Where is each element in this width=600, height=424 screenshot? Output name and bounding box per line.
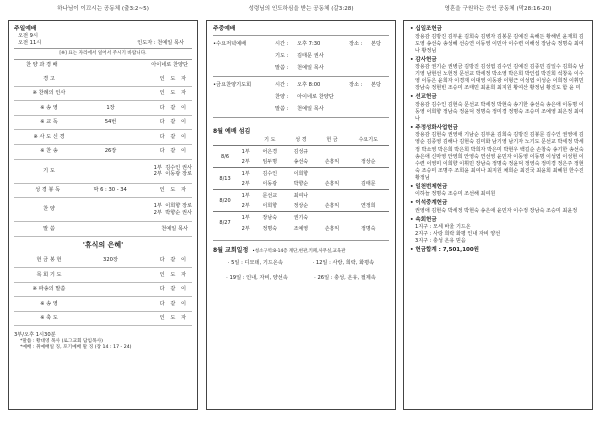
duty-date: 8/20 bbox=[213, 190, 237, 212]
after-row bbox=[14, 253, 192, 268]
offering-group-title: • 일천번제헌금 bbox=[410, 183, 448, 190]
offering-group-title: • 헌금합계 : 7,501,100원 bbox=[410, 247, 479, 254]
sermon-person: 천예일 목사 bbox=[161, 225, 188, 232]
order-person: 다 같 이 bbox=[159, 148, 188, 155]
order-person: 인 도 자 bbox=[159, 90, 188, 97]
offering-names: 장용감 김수인 김현숙 문선교 박세정 박현숙 송기한 송선숙 송은애 이동명 이동영 이희향 정남숙 정윤덕 정명숙 정미경 정명숙 조승미 조예영 최은정 최여나 bbox=[415, 101, 584, 122]
duty-cell: 정상순 bbox=[361, 159, 376, 166]
order-name: 헌 금 봉 헌 bbox=[36, 257, 62, 264]
duty-cell: 손흥익 bbox=[324, 225, 340, 232]
duty-cell: 연정희 bbox=[361, 203, 376, 210]
time-label: 시간 : bbox=[275, 40, 289, 47]
offering-names: 장용감 김현숙 권영애 기남순 김부윤 김희숙 김방진 김봉문 김수인 권영애 김영순 김종영 김해나 김현숙 김미화 남기영 남기자 노기도 문선교 박세정 박세정 박소영 박은희 박은희 박희자 박은미 박현우 백길순 손창숙 송기한 송선숙 송은애 신마영 안영희 안영숙 연선영 윤민자 이동영 이동명 이성엽 이성현 이수련 이영미 이희향 이휘민 장남숙 정명숙 정윤덕 정영숙 정미경 정은주 정현숙 조승미 조명주 조희윤 최여나 최지원 채희순 최진국 최윤희 최혜원 한수진 황정님 bbox=[415, 132, 584, 181]
praise-team: 아이네로 찬양단 bbox=[151, 61, 188, 68]
duty-cell bbox=[316, 146, 347, 158]
duty-cell: 이희향 bbox=[285, 168, 316, 180]
duty-cell: 송선숙 bbox=[293, 159, 309, 166]
youth-line-2: *예배 : 취예배일 징, 포기예배 말 징 (장 14 : 17 - 24) bbox=[20, 344, 132, 350]
duty-row bbox=[213, 202, 389, 212]
offering-group-title: • 십일조헌금 bbox=[410, 26, 442, 32]
duty-cell: 정명숙 bbox=[262, 225, 278, 232]
duty-cell: 정명숙 bbox=[361, 225, 376, 232]
order-person: 다 같 이 bbox=[159, 300, 188, 307]
offering-group-title: • 선교헌금 bbox=[410, 94, 437, 101]
offering-names: 이하늘 정명숙 조승미 조선해 최여원 bbox=[415, 191, 496, 198]
duty-head: 헌 금 bbox=[326, 137, 338, 144]
order-name: ※ 찬례의 인사 bbox=[32, 90, 66, 97]
place-value: 본당 bbox=[371, 40, 382, 47]
duty-cell: 손흥익 bbox=[324, 181, 340, 188]
time-2: 오전 11시 bbox=[18, 39, 42, 46]
duty-cell: 김수인 bbox=[254, 168, 285, 180]
duty-cell bbox=[316, 168, 347, 180]
wed-word-row bbox=[213, 62, 389, 74]
duty-cell bbox=[316, 190, 347, 202]
service-name: •수요저녁예배 bbox=[213, 40, 247, 47]
duty-row bbox=[213, 146, 389, 158]
choir-2: 2부 박향순 권사 bbox=[153, 209, 192, 216]
order-person: 다 같 이 bbox=[159, 286, 188, 293]
order-name: ※ 사 도 신 경 bbox=[33, 133, 65, 140]
order-person: 인 도 자 bbox=[159, 75, 188, 82]
sermon-title: '휴식의 은혜' bbox=[82, 240, 124, 249]
duty-cell: 2부 bbox=[241, 225, 250, 232]
youth-time: 3부/오후 1시30분 bbox=[14, 332, 56, 339]
order-name: ※ 송 영 bbox=[40, 300, 58, 307]
order-person: 다 같 이 bbox=[159, 257, 188, 264]
order-person: 인 도 자 bbox=[159, 315, 188, 322]
fri-worship bbox=[213, 79, 389, 115]
offering-names: 1지구 : 모세 바울 기드온 2지구 : 사랑 희락 화평 인내 자비 양선 3지구 : 충성 온유 믿음 bbox=[415, 224, 501, 245]
duty-cell: 장남숙 bbox=[254, 212, 285, 224]
cleaning-note: •청소구역:8-14층 계단,현관,키페,사무실,교육관 bbox=[252, 248, 346, 254]
offering-names: 장용감 권기순 권병금 김방진 김성엽 김수인 김예진 김종민 김일수 김희숙 남기영 남현선 노헌정 문선교 박세정 박소영 박은희 박인섭 박진희 석창욱 이수영 이동은 윤희자 이경재 이대영 이동광 이형근 이성엽 이성순 이희정 이휘민 장남숙 정현빈 조승미 조태민 최윤희 최지원 황여산 황정님 황진도 함 윤 미 bbox=[415, 64, 584, 92]
duty-head: 수요기도 bbox=[358, 137, 378, 144]
order-row bbox=[14, 145, 192, 160]
duty-title: 8월 예배 섬김 bbox=[213, 128, 251, 136]
time-value: 오후 8:00 bbox=[297, 81, 321, 88]
column2-header: 성령님의 인도하심을 받는 공동체 (갈3:28) bbox=[248, 6, 354, 12]
duty-cell: 조예영 bbox=[293, 225, 309, 232]
duty-head: 기 도 bbox=[264, 137, 276, 144]
lead-value: 아이네로 찬양단 bbox=[297, 93, 334, 100]
blank bbox=[237, 136, 254, 146]
cal-3: · 19일 : 인내, 자비, 양선속 bbox=[226, 274, 288, 281]
wed-time-row bbox=[213, 38, 389, 50]
order-person: 다 같 이 bbox=[159, 133, 188, 140]
reading-ref: 막 6 : 30 - 34 bbox=[93, 187, 127, 194]
duty-cell bbox=[348, 212, 390, 224]
offering-column bbox=[403, 0, 593, 410]
offering-group-title: • 감사헌금 bbox=[410, 56, 437, 63]
order-person: 다 같 이 bbox=[159, 119, 188, 126]
weekday-title: 주중예배 bbox=[213, 26, 236, 32]
choir-label: 찬 양 bbox=[43, 206, 55, 213]
stand-note: [※] 표는 자리에서 일어서 주시기 바랍니다. bbox=[59, 51, 147, 57]
time-value: 오후 7:30 bbox=[297, 40, 321, 47]
order-row bbox=[14, 72, 192, 87]
order-name: 목 회 기 도 bbox=[36, 271, 62, 278]
reading-person: 인 도 자 bbox=[159, 187, 188, 194]
duty-cell bbox=[316, 212, 347, 224]
duty-cell: 정상순 bbox=[293, 203, 309, 210]
duty-row bbox=[213, 190, 389, 202]
time-label: 시간 : bbox=[275, 81, 289, 88]
duty-row bbox=[213, 168, 389, 180]
duty-cell bbox=[348, 190, 390, 202]
service-name: •금요찬양기도회 bbox=[213, 81, 252, 88]
duty-cell bbox=[348, 168, 390, 180]
order-name: ※ 축 도 bbox=[40, 315, 58, 322]
word-label: 말씀 : bbox=[275, 105, 289, 112]
order-ref: 320장 bbox=[103, 257, 118, 264]
prayer-1: 1부 김수인 권사 bbox=[153, 164, 192, 171]
word-value: 천예일 목사 bbox=[297, 105, 324, 112]
wed-worship bbox=[213, 38, 389, 74]
place-label: 장소 : bbox=[349, 81, 363, 88]
sunday-title: 주일예배 bbox=[14, 26, 37, 32]
duty-row bbox=[213, 158, 389, 168]
praise-label: 찬 양 과 경 배 bbox=[26, 61, 58, 68]
order-name: 경 고 bbox=[43, 75, 55, 82]
blank bbox=[213, 136, 237, 146]
word-value: 천예일 목사 bbox=[297, 64, 324, 71]
youth-line-1: *말씀 : 황대영 목사 (로그교회 담임목사) bbox=[20, 338, 103, 344]
worship-column bbox=[8, 0, 198, 410]
word-label: 말씀 : bbox=[275, 64, 289, 71]
cal-4: · 26일 : 충성, 온유, 절제속 bbox=[314, 274, 376, 281]
lead-label: 찬양 : bbox=[275, 93, 289, 100]
order-name: ※ 송 영 bbox=[40, 104, 58, 111]
choir-1: 1부 이희향 장로 bbox=[153, 203, 192, 210]
place-value: 본당 bbox=[371, 81, 382, 88]
offering-group-title: • 이석중계헌금 bbox=[410, 200, 448, 207]
duty-cell: 1부 bbox=[237, 190, 254, 202]
order-ref: 54번 bbox=[104, 119, 117, 126]
offering-names: 장용감 김방진 김부윤 김희숙 김병자 김봉문 김예진 육해든 황해빈 윤재희 김도영 송선숙 송성혜 선승연 이동영 이민아 이수련 이해성 장남숙 정명숙 최여나 황정님 bbox=[415, 33, 584, 54]
lead-value: 김태문 권사 bbox=[297, 52, 324, 59]
sermon-label: 말 씀 bbox=[43, 225, 55, 232]
cal-1: · 5일 : 디모데, 기드온속 bbox=[227, 260, 283, 267]
column3-header: 영혼을 구원하는 증인 공동체 (막28:16-20) bbox=[444, 6, 552, 12]
duty-cell: 2부 bbox=[241, 181, 250, 188]
order-person: 인 도 자 bbox=[159, 271, 188, 278]
duty-cell: 손흥익 bbox=[324, 159, 340, 166]
reading-label: 성 경 봉 독 bbox=[35, 187, 61, 194]
duty-cell: 문선교 bbox=[254, 190, 285, 202]
cal-2: · 12일 : 사랑, 희락, 화평속 bbox=[312, 260, 375, 267]
prayer-label: 기 도 bbox=[43, 167, 55, 174]
duty-cell: 김태문 bbox=[361, 181, 376, 188]
order-ref: 1장 bbox=[106, 104, 115, 111]
duty-cell: 이동광 bbox=[262, 181, 278, 188]
duty-cell: 이희향 bbox=[262, 203, 278, 210]
wed-lead-row bbox=[213, 50, 389, 62]
order-row bbox=[14, 87, 192, 102]
after-row bbox=[14, 297, 192, 312]
after-row bbox=[14, 312, 192, 327]
calendar-title: 8월 교회일정 bbox=[213, 246, 249, 254]
after-row bbox=[14, 283, 192, 298]
duty-date: 8/27 bbox=[213, 212, 237, 234]
order-name: ※ 파송의 말씀 bbox=[32, 286, 66, 293]
order-row bbox=[14, 130, 192, 145]
duty-cell: 김성규 bbox=[285, 146, 316, 158]
duty-head: 성 경 bbox=[295, 137, 307, 144]
duty-date: 8/13 bbox=[213, 168, 237, 190]
duty-cell: 권기숙 bbox=[285, 212, 316, 224]
weekday-column bbox=[206, 0, 396, 410]
order-row bbox=[14, 101, 192, 116]
lead-label: 기도 : bbox=[275, 52, 289, 59]
offering-group-title: • 주정성화사업헌금 bbox=[410, 124, 458, 131]
order-person: 다 같 이 bbox=[159, 104, 188, 111]
duty-cell: 임두명 bbox=[262, 159, 278, 166]
prayer-2: 2부 이동광 장로 bbox=[153, 171, 192, 178]
duty-cell: 2부 bbox=[241, 159, 250, 166]
duty-cell: 1부 bbox=[237, 146, 254, 158]
duty-header-row bbox=[213, 136, 389, 146]
duty-row bbox=[213, 212, 389, 224]
duty-cell: 1부 bbox=[237, 168, 254, 180]
order-name: ※ 찬 송 bbox=[40, 148, 58, 155]
duty-table bbox=[213, 136, 389, 234]
order-row bbox=[14, 116, 192, 131]
duty-row bbox=[213, 180, 389, 190]
time-1: 오전 9시 bbox=[18, 33, 38, 40]
duty-cell: 2부 bbox=[241, 203, 250, 210]
order-ref: 26장 bbox=[104, 148, 117, 155]
duty-cell: 박향순 bbox=[293, 181, 309, 188]
duty-row bbox=[213, 224, 389, 234]
sunday-worship-box bbox=[8, 20, 198, 410]
fri-time-row bbox=[213, 79, 389, 91]
weekday-box bbox=[206, 20, 396, 410]
offering-box bbox=[403, 20, 593, 410]
fri-lead-row bbox=[213, 91, 389, 103]
duty-cell: 1부 bbox=[237, 212, 254, 224]
leader: 인도자 : 천예일 목사 bbox=[137, 39, 184, 46]
order-name: ※ 교 독 bbox=[40, 119, 58, 126]
offering-names: 권영애 김현숙 박세정 박현숙 송은애 윤민자 이수정 장남숙 조승미 최윤정 bbox=[415, 207, 578, 214]
duty-date: 8/6 bbox=[213, 146, 237, 168]
duty-cell: 손흥익 bbox=[324, 203, 340, 210]
place-label: 장소 : bbox=[349, 40, 363, 47]
after-row bbox=[14, 268, 192, 283]
column1-header: 하나님이 이끄시는 공동체 (출3:2~5) bbox=[57, 6, 149, 12]
duty-cell bbox=[348, 146, 390, 158]
duty-cell: 최여나 bbox=[285, 190, 316, 202]
fri-word-row bbox=[213, 103, 389, 115]
offering-group-title: • 속회헌금 bbox=[410, 216, 437, 223]
duty-cell: 어은경 bbox=[254, 146, 285, 158]
